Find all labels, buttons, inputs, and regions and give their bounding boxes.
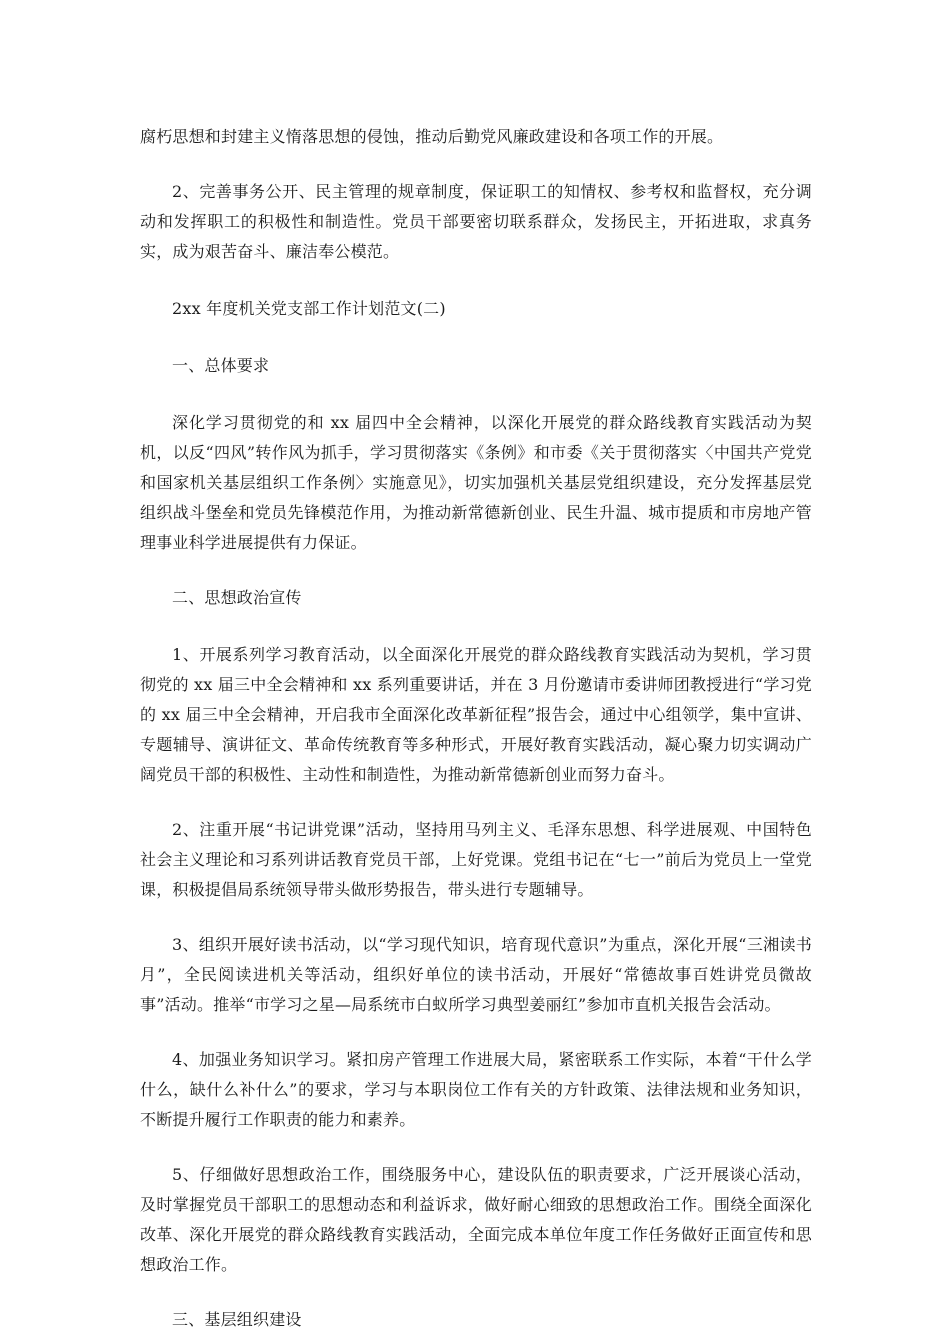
paragraph-overall-requirements: 深化学习贯彻党的和 xx 届四中全会精神，以深化开展党的群众路线教育实践活动为契机，以反“四风”转作风为抓手，学习贯彻落实《条例》和市委《关于贯彻落实〈中国共产党党和国家机关基层组织工作条例〉实施意见》，切实加强机关基层党组织建设，充分发挥基层党组织战斗堡垒和党员先锋模范作用，为推动新常德新创业、民生升温、城市提质和市房地产管理事业科学进展提供有力保证。: [140, 413, 812, 552]
paragraph-political-work: 5、仔细做好思想政治工作，围绕服务中心，建设队伍的职责要求，广泛开展谈心活动，及时掌握党员干部职工的思想动态和利益诉求，做好耐心细致的思想政治工作。围绕全面深化改革、深化开展党的群众路线教育实践活动，全面完成本单位年度工作任务做好正面宣传和思想政治工作。: [140, 1165, 812, 1274]
heading-grassroots-organization: 三、基层组织建设: [172, 1310, 302, 1329]
paragraph-item-2: 2、完善事务公开、民主管理的规章制度，保证职工的知情权、参考权和监督权，充分调动和发挥职工的积极性和制造性。党员干部要密切联系群众，发扬民主，开拓进取，求真务实，成为艰苦奋斗、廉洁奉公模范。: [140, 182, 812, 261]
document-page: [140, 122, 812, 1335]
paragraph-party-lectures: 2、注重开展“书记讲党课”活动，坚持用马列主义、毛泽东思想、科学进展观、中国特色社会主义理论和习系列讲话教育党员干部，上好党课。党组书记在“七一”前后为党员上一堂党课，积极提倡局系统领导带头做形势报告，带头进行专题辅导。: [140, 820, 812, 899]
paragraph-reading-activities: 3、组织开展好读书活动，以“学习现代知识，培育现代意识”为重点，深化开展“三湘读书月”，全民阅读进机关等活动，组织好单位的读书活动，开展好“常德故事百姓讲党员微故事”活动。推举“市学习之星—局系统市白蚁所学习典型姜丽红”参加市直机关报告会活动。: [140, 935, 812, 1014]
paragraph-continuation: 腐朽思想和封建主义惰落思想的侵蚀，推动后勤党风廉政建设和各项工作的开展。: [140, 127, 724, 146]
section-title: 2xx 年度机关党支部工作计划范文(二): [172, 299, 446, 318]
heading-ideological-publicity: 二、思想政治宣传: [172, 588, 302, 607]
heading-overall-requirements: 一、总体要求: [172, 356, 270, 375]
paragraph-study-activities: 1、开展系列学习教育活动，以全面深化开展党的群众路线教育实践活动为契机，学习贯彻党的 xx 届三中全会精神和 xx 系列重要讲话，并在 3 月份邀请市委讲师团教授进行“学习党的 xx 届三中全会精神，开启我市全面深化改革新征程”报告会，通过中心组领学，集中宣讲、专题辅导、演讲征文、革命传统教育等多种形式，开展好教育实践活动，凝心聚力切实调动广阔党员干部的积极性、主动性和制造性，为推动新常德新创业而努力奋斗。: [140, 645, 812, 784]
paragraph-business-knowledge: 4、加强业务知识学习。紧扣房产管理工作进展大局，紧密联系工作实际，本着“干什么学什么，缺什么补什么”的要求，学习与本职岗位工作有关的方针政策、法律法规和业务知识，不断提升履行工作职责的能力和素养。: [140, 1050, 812, 1129]
